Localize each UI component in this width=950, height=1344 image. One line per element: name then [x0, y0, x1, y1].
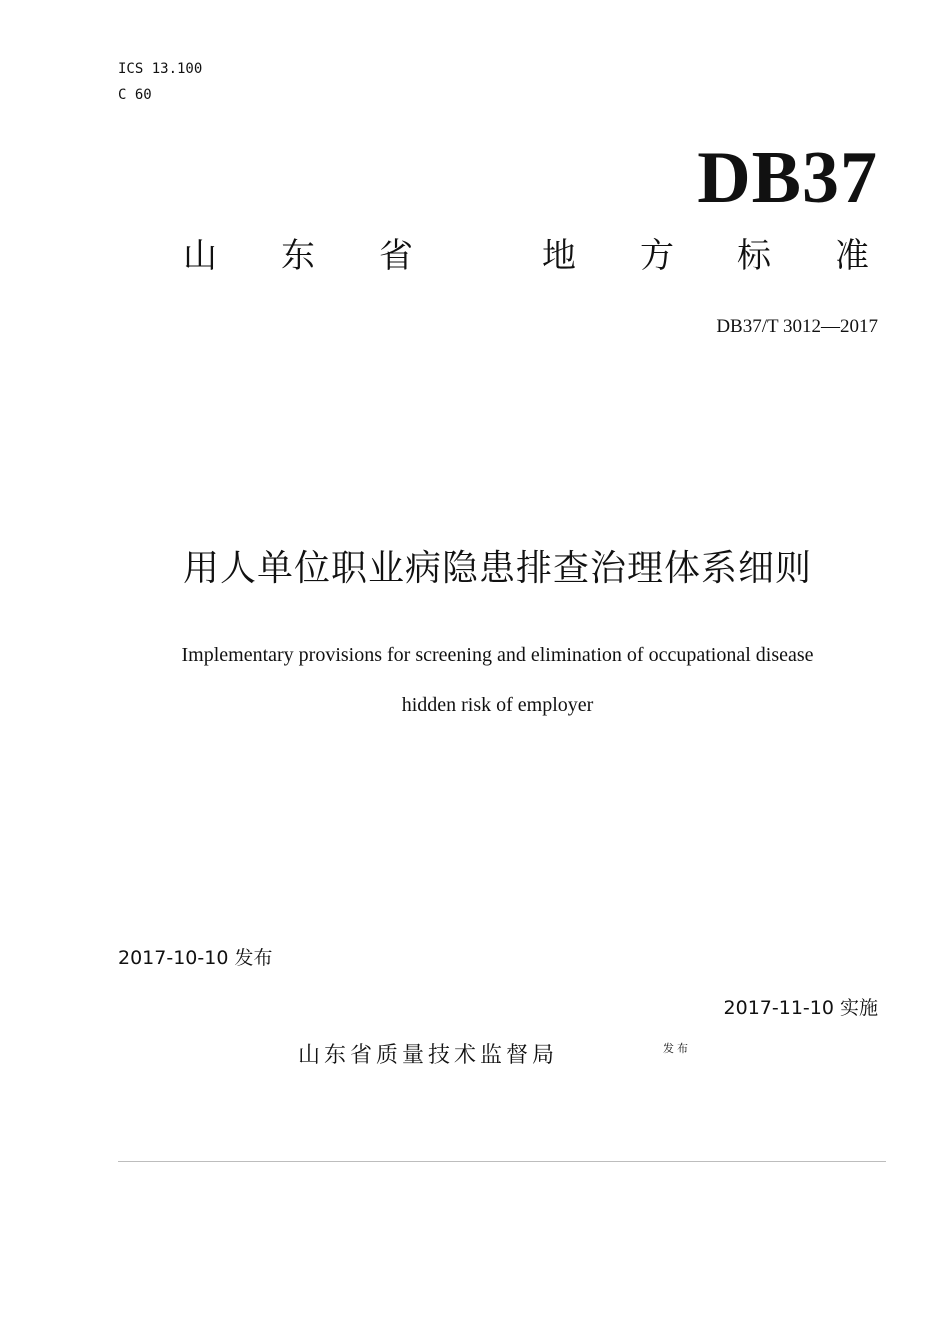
- provincial-standard-heading: [165, 228, 895, 284]
- heading-char: 省: [379, 236, 413, 276]
- document-title-chinese: 用人单位职业病隐患排查治理体系细则: [182, 548, 812, 589]
- ccs-code: C 60: [118, 87, 152, 103]
- standard-number: DB37/T 3012—2017: [716, 316, 878, 337]
- document-title-english: [90, 630, 905, 730]
- title-en-line-1: Implementary provisions for screening and elimination of occupational disease: [181, 644, 814, 666]
- ics-code: ICS 13.100: [118, 61, 203, 77]
- issue-label: 发布: [663, 1042, 691, 1055]
- publish-date: 2017-10-10 发布: [118, 947, 273, 969]
- title-en-line-2: hidden risk of employer: [401, 694, 594, 716]
- heading-char: 山: [183, 236, 217, 276]
- issuing-agency: 山东省质量技术监督局: [298, 1043, 559, 1068]
- bottom-divider: [118, 1161, 886, 1162]
- heading-char: 准: [835, 236, 869, 276]
- standard-code-logo: DB37: [697, 137, 878, 219]
- heading-char: 方: [640, 236, 674, 276]
- heading-char: 标: [737, 236, 771, 276]
- classification-codes: [118, 56, 202, 108]
- heading-char: 地: [542, 236, 576, 276]
- effective-date: 2017-11-10 实施: [723, 997, 878, 1019]
- heading-char: 东: [281, 236, 315, 276]
